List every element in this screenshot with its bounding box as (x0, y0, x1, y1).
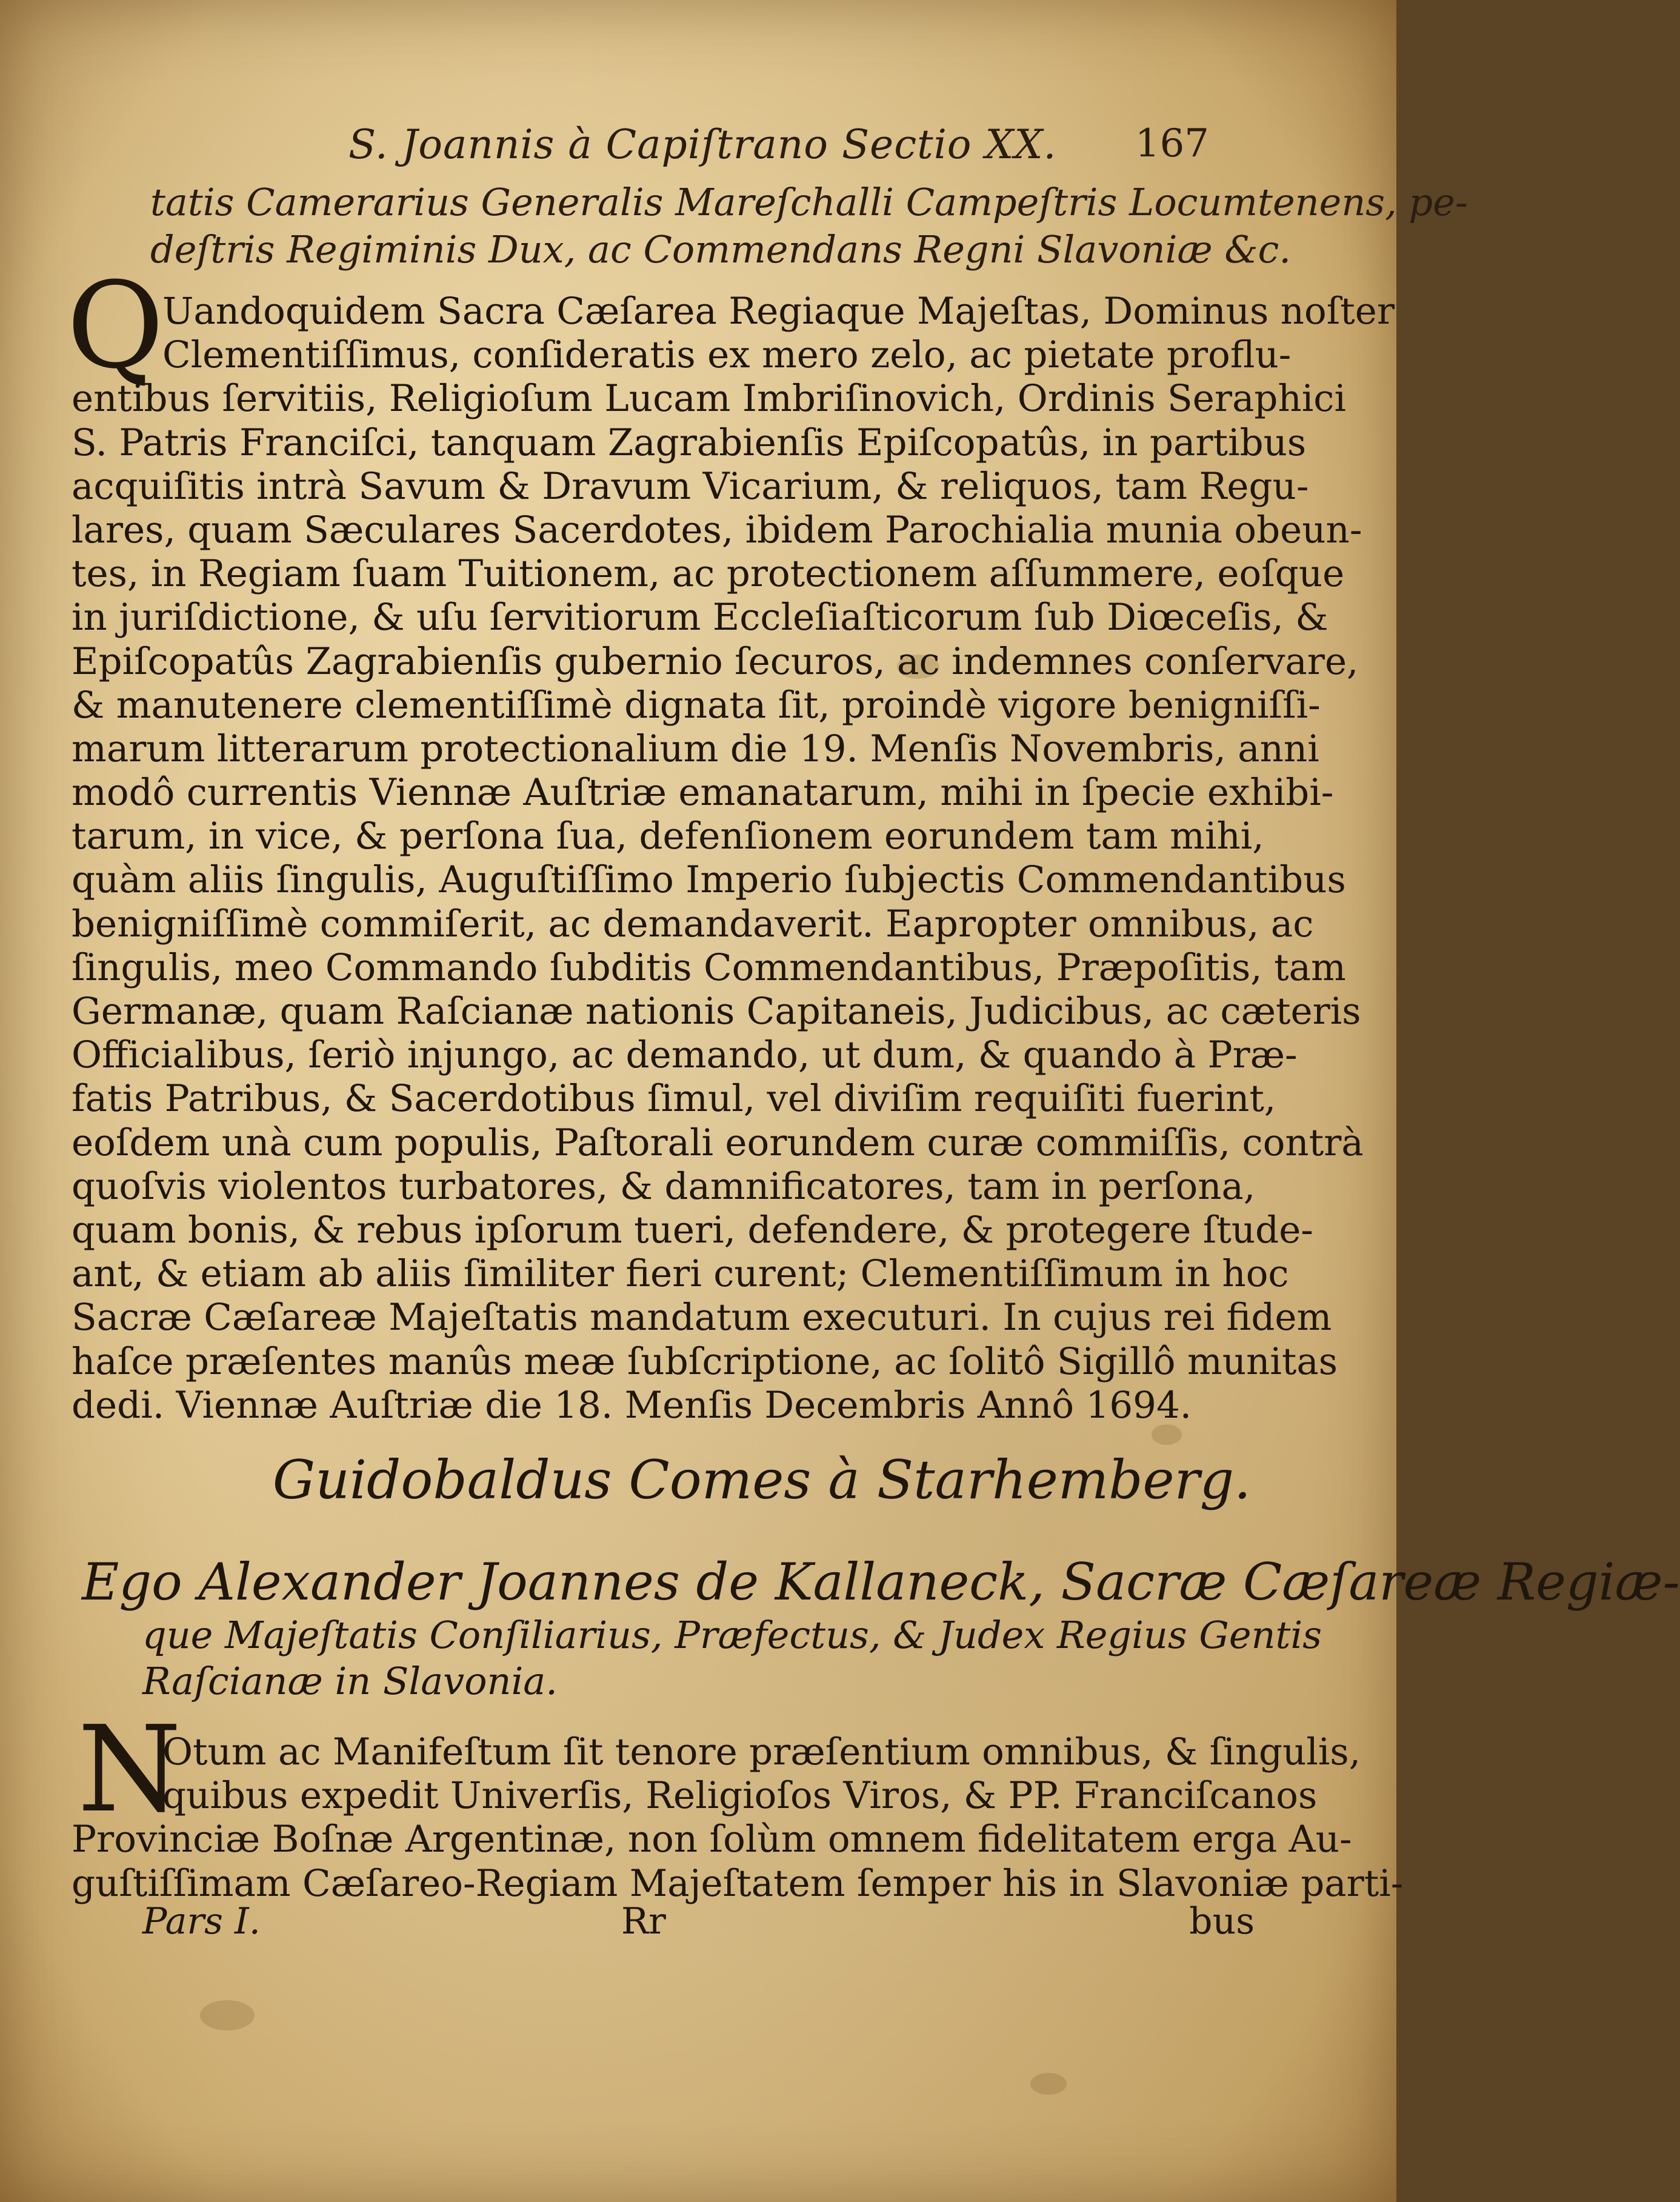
text-line: tarum, in vice, & perſona ſua, defenſionem eorundem tam mihi, (72, 815, 1264, 858)
text-line: Uandoquidem Sacra Cæſarea Regiaque Majeſtas, Dominus noſter (162, 290, 1395, 333)
catchword: bus (1189, 1900, 1255, 1943)
text-line: eoſdem unà cum populis, Paſtorali eorundem curæ commiſſis, contrà (72, 1121, 1364, 1164)
issuer-heading (82, 1552, 1680, 1704)
text-line: & manutenere clementiſſimè dignata ſit, proindè vigore benigniſſi- (72, 683, 1321, 727)
text-line: haſce præſentes manûs meæ ſubſcriptione, ac ſolitô Sigillô munitas (72, 1340, 1338, 1383)
text-line: quam bonis, & rebus ipſorum tueri, defendere, & protegere ſtude- (72, 1208, 1313, 1252)
page-number: 167 (1135, 121, 1209, 166)
paragraph-notice (72, 1730, 1404, 1906)
text-line: lares, quam Sæculares Sacerdotes, ibidem Parochialia munia obeun- (72, 508, 1362, 552)
text-line: quàm aliis ſingulis, Auguſtiſſimo Imperio ſubjectis Commendantibus (72, 858, 1346, 902)
part-label: Pars I. (142, 1900, 261, 1943)
text-line: Sacræ Cæſareæ Majeſtatis mandatum executuri. In cujus rei fidem (72, 1296, 1332, 1340)
drop-cap: N (78, 1701, 182, 1839)
signature-mark: Rr (621, 1900, 666, 1943)
text-line: Officialibus, ſeriò injungo, ac demando, ut dum, & quando à Præ- (72, 1033, 1298, 1077)
foxing-stain (1152, 1424, 1182, 1445)
signature-line: Guidobaldus Comes à Starhemberg. (272, 1449, 1251, 1511)
text-line: fatis Patribus, & Sacerdotibus ſimul, vel diviſim requiſiti fuerint, (72, 1077, 1276, 1121)
text-line: Otum ac Manifeſtum ſit tenore præſentium omnibus, & ſingulis, (162, 1730, 1361, 1773)
text-line: entibus ſervitiis, Religioſum Lucam Imbriſinovich, Ordinis Seraphici (72, 377, 1346, 421)
text-line: Clementiſſimus, conſideratis ex mero zelo, ac pietate proflu- (162, 333, 1292, 377)
text-line: Germanæ, quam Raſcianæ nationis Capitaneis, Judicibus, ac cæteris (72, 990, 1361, 1033)
text-line: acquiſitis intrà Savum & Dravum Vicarium, & reliquos, tam Regu- (72, 464, 1309, 508)
text-line: dedi. Viennæ Auſtriæ die 18. Menſis Decembris Annô 1694. (72, 1383, 1192, 1427)
text-line: S. Patris Franciſci, tanquam Zagrabienſis Epiſcopatûs, in partibus (72, 421, 1307, 464)
text-line: quibus expedit Univerſis, Religioſos Viros, & PP. Franciſcanos (162, 1774, 1318, 1818)
text-line: Epiſcopatûs Zagrabienſis gubernio ſecuros, ac indemnes conſervare, (72, 639, 1359, 683)
page-footer (142, 1900, 1255, 1949)
title-block (150, 179, 1468, 273)
foxing-stain (200, 2000, 255, 2030)
text-line: ant, & etiam ab aliis ſimiliter fieri curent; Clementiſſimum in hoc (72, 1252, 1289, 1296)
running-head-title: S. Joannis à Capiſtrano Sectio XX. (348, 121, 1057, 168)
foxing-stain (1030, 2073, 1067, 2095)
text-line: quoſvis violentos turbatores, & damnificatores, tam in perſona, (72, 1164, 1256, 1208)
text-line: modô currentis Viennæ Auſtriæ emanatarum, mihi in ſpecie exhibi- (72, 771, 1334, 815)
title-line: deſtris Regiminis Dux, ac Commendans Regni Slavoniæ &c. (150, 227, 1292, 272)
paragraph-decree (72, 290, 1395, 1427)
drop-cap: Q (67, 257, 164, 395)
text-line: guſtiſſimam Cæſareo-Regiam Majeſtatem ſemper his in Slavoniæ parti- (72, 1861, 1404, 1905)
text-line: tes, in Regiam ſuam Tuitionem, ac protectionem aſſummere, eoſque (72, 552, 1345, 596)
issuer-line: que Majeſtatis Conſiliarius, Præfectus, & Judex Regius Gentis (142, 1613, 1322, 1657)
issuer-line: Raſcianæ in Slavonia. (142, 1659, 558, 1703)
title-line: tatis Camerarius Generalis Mareſchalli Campeſtris Locumtenens, pe- (150, 180, 1468, 224)
running-head (348, 121, 1209, 176)
text-line: Provinciæ Boſnæ Argentinæ, non ſolùm omnem fidelitatem erga Au- (72, 1818, 1352, 1861)
text-line: benigniſſimè commiſerit, ac demandaverit. Eapropter omnibus, ac (72, 902, 1314, 946)
text-line: marum litterarum protectionalium die 19. Menſis Novembris, anni (72, 727, 1319, 770)
issuer-line: Ego Alexander Joannes de Kallaneck, Sacræ Cæſareæ Regiæ- (82, 1552, 1680, 1612)
text-line: ſingulis, meo Commando ſubditis Commendantibus, Præpoſitis, tam (72, 946, 1346, 989)
text-line: in juriſdictione, & uſu ſervitiorum Eccleſiaſticorum ſub Diœceſis, & (72, 596, 1328, 639)
